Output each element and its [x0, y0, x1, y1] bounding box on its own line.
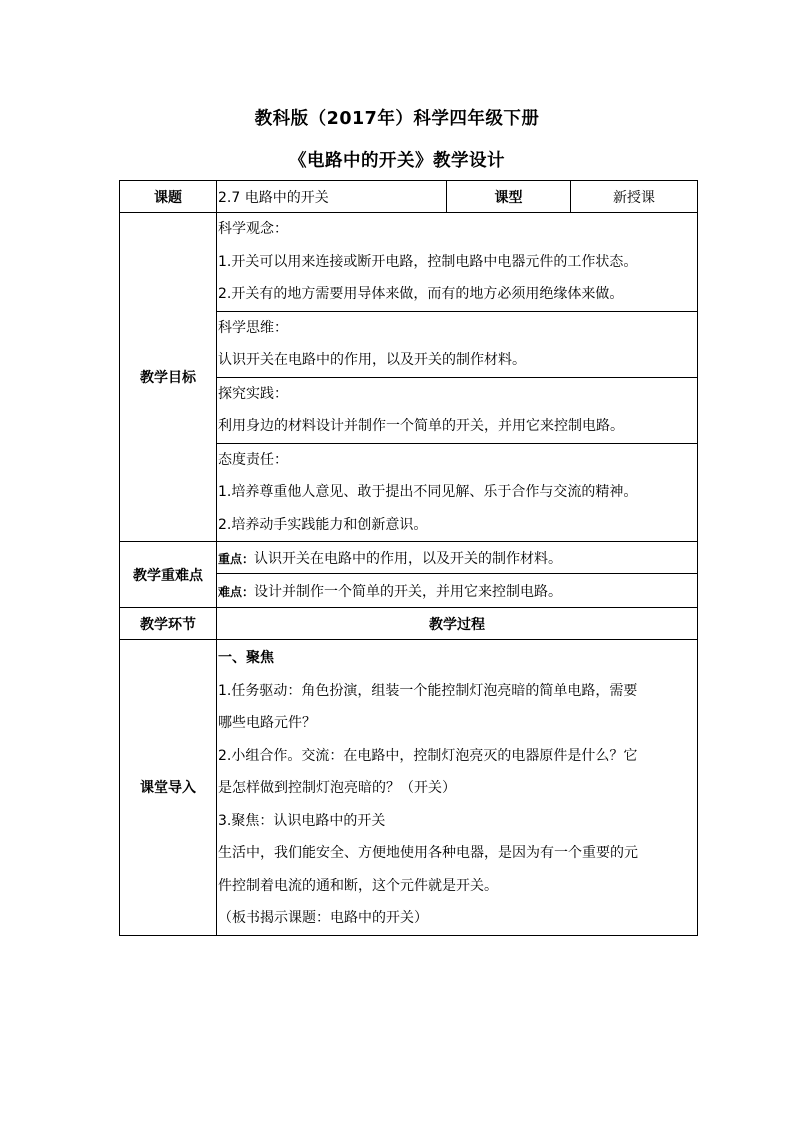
objectives-label: 教学目标: [120, 213, 217, 542]
objective-section-concept: [217, 213, 698, 312]
intro-row: [120, 640, 698, 936]
lesson-plan-table: [119, 180, 698, 936]
intro-line: 3.聚焦：认识电路中的开关: [218, 812, 386, 829]
key-point-text: 认识开关在电路中的作用，以及开关的制作材料。: [254, 550, 563, 567]
intro-line: 哪些电路元件？: [218, 715, 316, 731]
topic-label: 课题: [120, 181, 217, 213]
intro-content: [217, 640, 698, 936]
section-heading: 探究实践：: [218, 385, 288, 402]
intro-line: 2.小组合作。交流：在电路中，控制灯泡亮灭的电器原件是什么？它: [218, 747, 638, 764]
objective-line: 2.培养动手实践能力和创新意识。: [218, 516, 428, 533]
difficult-point-text: 设计并制作一个简单的开关，并用它来控制电路。: [254, 583, 563, 600]
process-header-row: [120, 608, 698, 640]
objective-line: 2.开关有的地方需要用导体来做，而有的地方必须用绝缘体来做。: [218, 286, 624, 302]
key-point: [217, 542, 698, 574]
section-heading: 态度责任：: [218, 451, 288, 468]
document-title: 教科版（2017年）科学四年级下册: [254, 109, 540, 129]
intro-line: （板书揭示课题：电路中的开关）: [218, 910, 428, 926]
process-header: 教学过程: [217, 608, 698, 640]
section-heading: 科学观念：: [218, 221, 288, 237]
topic-value: 2.7 电路中的开关: [217, 181, 447, 213]
intro-line: 一、聚焦: [218, 650, 274, 666]
objective-section-thinking: [217, 311, 698, 377]
objective-line: 1.培养尊重他人意见、敢于提出不同见解、乐于合作与交流的精神。: [218, 484, 638, 500]
difficult-point: [217, 574, 698, 608]
difficult-point-prefix: 难点：: [218, 584, 255, 599]
lesson-type-label: 课型: [447, 181, 571, 213]
intro-line: 件控制着电流的通和断，这个元件就是开关。: [218, 877, 498, 894]
intro-line: 生活中，我们能安全、方便地使用各种电器，是因为有一个重要的元: [218, 845, 638, 861]
objective-line: 1.开关可以用来连接或断开电路，控制电路中电器元件的工作状态。: [218, 253, 638, 270]
section-heading: 科学思维：: [218, 319, 288, 336]
objectives-row-1: [120, 213, 698, 312]
key-point-row: [120, 542, 698, 574]
objective-section-attitude: [217, 443, 698, 542]
objective-line: 利用身边的材料设计并制作一个简单的开关，并用它来控制电路。: [218, 418, 624, 434]
document-subtitle: 《电路中的开关》教学设计: [289, 151, 505, 171]
intro-label: 课堂导入: [120, 640, 217, 936]
key-point-prefix: 重点：: [218, 551, 255, 566]
objective-line: 认识开关在电路中的作用，以及开关的制作材料。: [218, 352, 526, 368]
key-difficult-label: 教学重难点: [120, 542, 217, 608]
lesson-type-value: 新授课: [571, 181, 698, 213]
topic-row: [120, 181, 698, 213]
intro-line: 是怎样做到控制灯泡亮暗的？（开关）: [218, 780, 456, 796]
stage-header: 教学环节: [120, 608, 217, 640]
objective-section-practice: [217, 377, 698, 443]
intro-line: 1.任务驱动：角色扮演，组装一个能控制灯泡亮暗的简单电路，需要: [218, 682, 638, 699]
